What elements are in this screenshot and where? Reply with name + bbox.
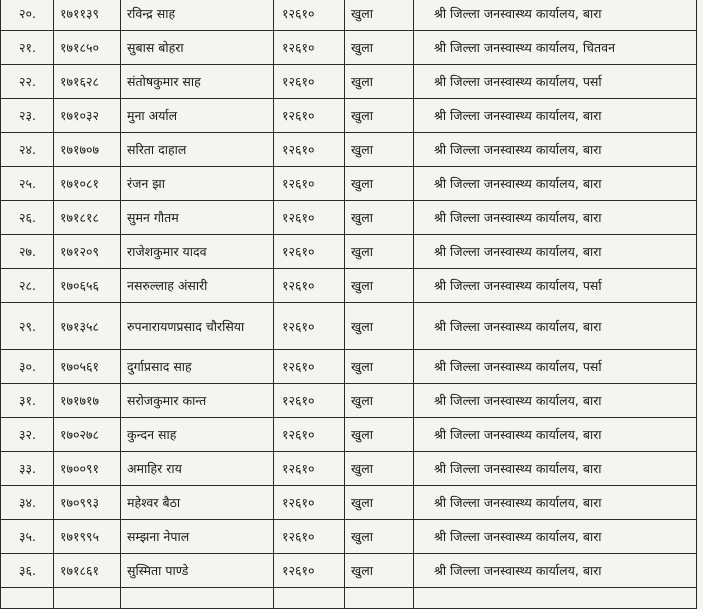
- serial-number-cell: ३१.: [1, 384, 54, 418]
- category-cell: खुला: [345, 235, 414, 269]
- roll-number-cell: १७०५६१: [54, 350, 121, 384]
- points-cell: १२६१०: [274, 65, 345, 99]
- roll-number-cell: १७१०८१: [54, 167, 121, 201]
- roll-number-cell: १७०२७८: [54, 418, 121, 452]
- points-cell: १२६१०: [274, 235, 345, 269]
- table-row: [1, 452, 697, 486]
- table-row: [1, 384, 697, 418]
- office-cell: श्री जिल्ला जनस्वास्थ्य कार्यालय, बारा: [414, 235, 697, 269]
- candidate-name-cell: रंजन झा: [121, 167, 274, 201]
- office-cell: श्री जिल्ला जनस्वास्थ्य कार्यालय, बारा: [414, 486, 697, 520]
- roll-number-cell: १७१६२८: [54, 65, 121, 99]
- roll-number-cell: १७१२०९: [54, 235, 121, 269]
- roll-number-cell: १७१८६१: [54, 554, 121, 588]
- office-cell: श्री जिल्ला जनस्वास्थ्य कार्यालय, बारा: [414, 167, 697, 201]
- points-cell: १२६१०: [274, 452, 345, 486]
- category-cell: खुला: [345, 31, 414, 65]
- table-row: [1, 31, 697, 65]
- roll-number-cell: १७१०३२: [54, 99, 121, 133]
- points-cell: १२६१०: [274, 133, 345, 167]
- candidate-table-body: [1, 0, 697, 609]
- serial-number-cell: ३३.: [1, 452, 54, 486]
- roll-number-cell: १७१३५८: [54, 303, 121, 350]
- office-cell: श्री जिल्ला जनस्वास्थ्य कार्यालय, चितवन: [414, 31, 697, 65]
- roll-number-cell: १७१७०७: [54, 133, 121, 167]
- table-row: [1, 167, 697, 201]
- serial-number-cell: २२.: [1, 65, 54, 99]
- points-cell: १२६१०: [274, 486, 345, 520]
- table-row: [1, 99, 697, 133]
- points-cell: १२६१०: [274, 418, 345, 452]
- category-cell: खुला: [345, 350, 414, 384]
- serial-number-cell: २७.: [1, 235, 54, 269]
- category-cell: खुला: [345, 133, 414, 167]
- points-cell: १२६१०: [274, 350, 345, 384]
- candidate-name-cell: सरिता दाहाल: [121, 133, 274, 167]
- table-row: [1, 201, 697, 235]
- points-cell: १२६१०: [274, 31, 345, 65]
- serial-number-cell: ३६.: [1, 554, 54, 588]
- candidate-name-cell: सम्झना नेपाल: [121, 520, 274, 554]
- category-cell: खुला: [345, 520, 414, 554]
- serial-number-cell: २४.: [1, 133, 54, 167]
- serial-number-cell: ३२.: [1, 418, 54, 452]
- serial-number-cell: २३.: [1, 99, 54, 133]
- roll-number-cell: १७१७१७: [54, 384, 121, 418]
- category-cell: खुला: [345, 486, 414, 520]
- table-row: [1, 133, 697, 167]
- candidate-name-cell: मुना अर्याल: [121, 99, 274, 133]
- serial-number-cell: ३४.: [1, 486, 54, 520]
- office-cell: श्री जिल्ला जनस्वास्थ्य कार्यालय, बारा: [414, 201, 697, 235]
- table-row: [1, 65, 697, 99]
- category-cell: खुला: [345, 418, 414, 452]
- candidate-name-cell: रविन्द्र साह: [121, 0, 274, 31]
- table-row: [1, 0, 697, 31]
- office-cell: श्री जिल्ला जनस्वास्थ्य कार्यालय, बारा: [414, 0, 697, 31]
- points-cell: १२६१०: [274, 303, 345, 350]
- table-row: [1, 303, 697, 350]
- roll-number-cell: १७०९९३: [54, 486, 121, 520]
- serial-number-cell: २०.: [1, 0, 54, 31]
- category-cell: खुला: [345, 201, 414, 235]
- candidate-name-cell: रुपनारायणप्रसाद चौरसिया: [121, 303, 274, 350]
- office-cell: श्री जिल्ला जनस्वास्थ्य कार्यालय, बारा: [414, 133, 697, 167]
- office-cell: श्री जिल्ला जनस्वास्थ्य कार्यालय, बारा: [414, 303, 697, 350]
- candidate-name-cell: कुन्दन साह: [121, 418, 274, 452]
- candidate-name-cell: सरोजकुमार कान्त: [121, 384, 274, 418]
- serial-number-cell: २५.: [1, 167, 54, 201]
- office-cell: श्री जिल्ला जनस्वास्थ्य कार्यालय, पर्सा: [414, 350, 697, 384]
- category-cell: खुला: [345, 303, 414, 350]
- office-cell: श्री जिल्ला जनस्वास्थ्य कार्यालय, बारा: [414, 418, 697, 452]
- table-row-cut-off: [1, 588, 697, 609]
- points-cell: १२६१०: [274, 99, 345, 133]
- candidate-name-cell: दुर्गाप्रसाद साह: [121, 350, 274, 384]
- table-row: [1, 350, 697, 384]
- office-cell: श्री जिल्ला जनस्वास्थ्य कार्यालय, पर्सा: [414, 65, 697, 99]
- points-cell: १२६१०: [274, 520, 345, 554]
- points-cell: १२६१०: [274, 0, 345, 31]
- candidate-name-cell: राजेशकुमार यादव: [121, 235, 274, 269]
- roll-number-cell: १७०६५६: [54, 269, 121, 303]
- office-cell: श्री जिल्ला जनस्वास्थ्य कार्यालय, बारा: [414, 384, 697, 418]
- table-row: [1, 235, 697, 269]
- office-cell: श्री जिल्ला जनस्वास्थ्य कार्यालय, बारा: [414, 452, 697, 486]
- serial-number-cell: २९.: [1, 303, 54, 350]
- category-cell: खुला: [345, 65, 414, 99]
- roll-number-cell: १७१९९५: [54, 520, 121, 554]
- roll-number-cell: १७१८१८: [54, 201, 121, 235]
- serial-number-cell: ३५.: [1, 520, 54, 554]
- points-cell: १२६१०: [274, 384, 345, 418]
- candidate-name-cell: अमाहिर राय: [121, 452, 274, 486]
- category-cell: खुला: [345, 167, 414, 201]
- candidate-name-cell: संतोषकुमार साह: [121, 65, 274, 99]
- points-cell: १२६१०: [274, 269, 345, 303]
- table-row: [1, 486, 697, 520]
- office-cell: श्री जिल्ला जनस्वास्थ्य कार्यालय, बारा: [414, 554, 697, 588]
- table-row: [1, 520, 697, 554]
- roll-number-cell: १७००९१: [54, 452, 121, 486]
- serial-number-cell: २८.: [1, 269, 54, 303]
- candidate-name-cell: सुमन गौतम: [121, 201, 274, 235]
- points-cell: १२६१०: [274, 554, 345, 588]
- candidate-name-cell: महेश्वर बैठा: [121, 486, 274, 520]
- office-cell: श्री जिल्ला जनस्वास्थ्य कार्यालय, बारा: [414, 99, 697, 133]
- table-row: [1, 269, 697, 303]
- category-cell: खुला: [345, 0, 414, 31]
- candidate-name-cell: सुबास बोहरा: [121, 31, 274, 65]
- serial-number-cell: ३०.: [1, 350, 54, 384]
- candidate-name-cell: नसरुल्लाह अंसारी: [121, 269, 274, 303]
- roll-number-cell: १७१८५०: [54, 31, 121, 65]
- candidate-name-cell: सुस्मिता पाण्डे: [121, 554, 274, 588]
- office-cell: श्री जिल्ला जनस्वास्थ्य कार्यालय, पर्सा: [414, 269, 697, 303]
- category-cell: खुला: [345, 452, 414, 486]
- table-row: [1, 418, 697, 452]
- category-cell: खुला: [345, 99, 414, 133]
- category-cell: खुला: [345, 269, 414, 303]
- category-cell: खुला: [345, 554, 414, 588]
- table-row: [1, 554, 697, 588]
- category-cell: खुला: [345, 384, 414, 418]
- points-cell: १२६१०: [274, 167, 345, 201]
- serial-number-cell: २१.: [1, 31, 54, 65]
- points-cell: १२६१०: [274, 201, 345, 235]
- roll-number-cell: १७११३९: [54, 0, 121, 31]
- office-cell: श्री जिल्ला जनस्वास्थ्य कार्यालय, बारा: [414, 520, 697, 554]
- serial-number-cell: २६.: [1, 201, 54, 235]
